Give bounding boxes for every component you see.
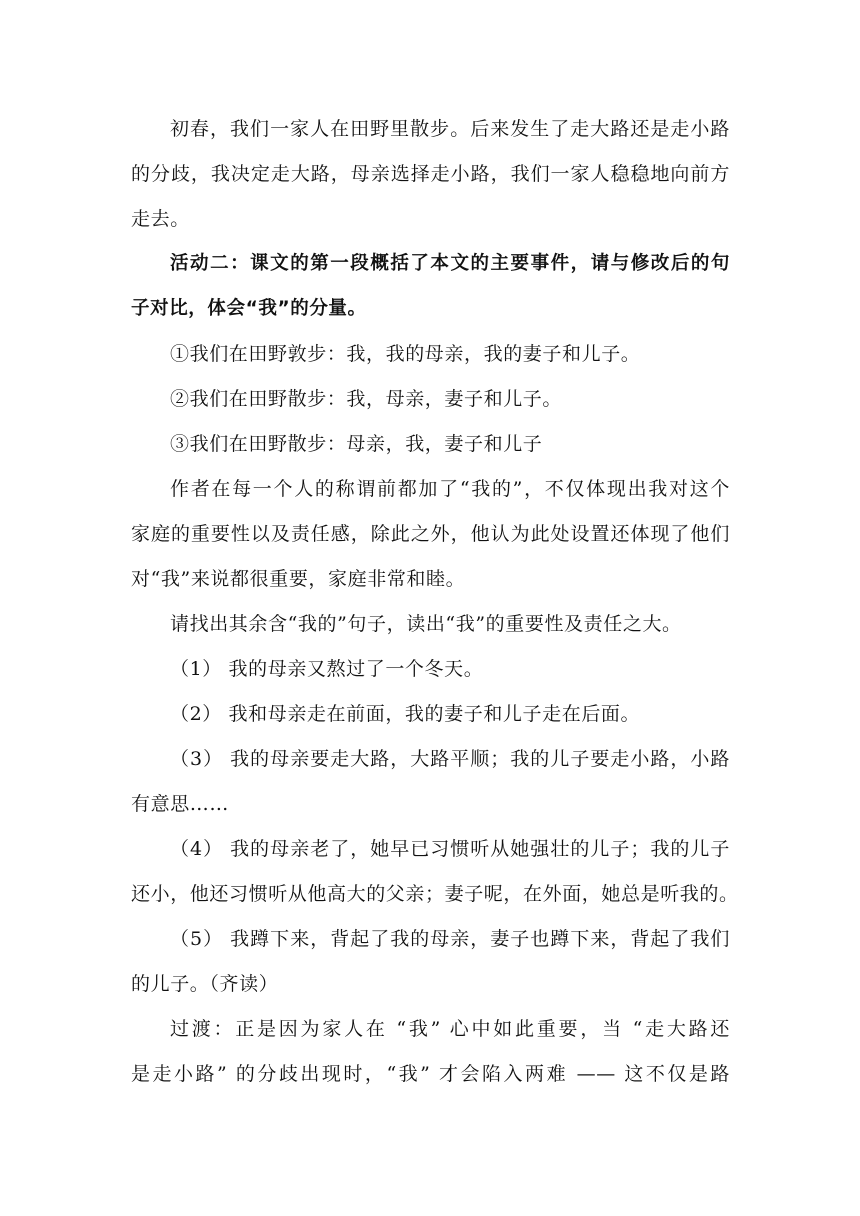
sentence-item-continued: 有意思……	[131, 793, 230, 815]
transition-line: 是走小路” 的分歧出现时，“我” 才会陷入两难 —— 这不仅是路	[131, 1063, 730, 1085]
transition-line: 过渡：正是因为家人在 “我” 心中如此重要，当 “走大路还	[170, 1018, 730, 1040]
option-item: ②我们在田野散步：我，母亲，妻子和儿子。	[170, 388, 563, 410]
paragraph-line: 对“我”来说都很重要，家庭非常和睦。	[131, 568, 466, 590]
sentence-item-continued: 的儿子。（齐读）	[131, 973, 279, 995]
sentence-item: （4） 我的母亲老了，她早已习惯听从她强壮的儿子；我的儿子	[170, 838, 730, 860]
paragraph-line: 的分歧，我决定走大路，母亲选择走小路，我们一家人稳稳地向前方	[131, 163, 730, 185]
sentence-item-continued: 还小，他还习惯听从他高大的父亲；妻子呢，在外面，她总是听我的。	[131, 883, 739, 905]
sentence-item: （3） 我的母亲要走大路，大路平顺；我的儿子要走小路，小路	[170, 748, 730, 770]
sentence-item: （5） 我蹲下来，背起了我的母亲，妻子也蹲下来，背起了我们	[170, 928, 730, 950]
sentence-item: （1） 我的母亲又熬过了一个冬天。	[170, 658, 484, 680]
option-item: ③我们在田野散步：母亲，我，妻子和儿子	[170, 433, 543, 455]
paragraph-line: 作者在每一个人的称谓前都加了“我的”，不仅体现出我对这个	[170, 478, 730, 500]
activity-heading-line: 子对比，体会“我”的分量。	[131, 298, 367, 319]
instruction-line: 请找出其余含“我的”句子，读出“我”的重要性及责任之大。	[170, 613, 682, 635]
paragraph-line: 走去。	[131, 208, 190, 230]
paragraph-line: 初春，我们一家人在田野里散步。后来发生了走大路还是走小路	[170, 118, 730, 140]
sentence-item: （2） 我和母亲走在前面，我的妻子和儿子走在后面。	[170, 703, 641, 725]
activity-heading-line: 活动二：课文的第一段概括了本文的主要事件，请与修改后的句	[170, 253, 730, 274]
paragraph-line: 家庭的重要性以及责任感，除此之外，他认为此处设置还体现了他们	[131, 523, 730, 545]
option-item: ①我们在田野敦步：我，我的母亲，我的妻子和儿子。	[170, 343, 641, 365]
